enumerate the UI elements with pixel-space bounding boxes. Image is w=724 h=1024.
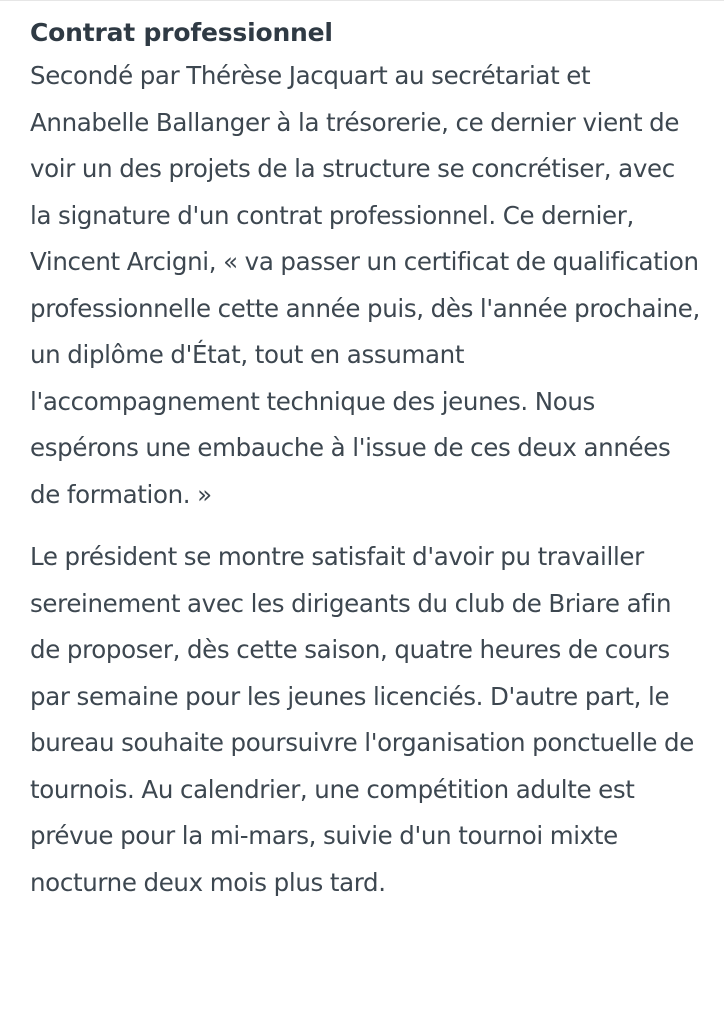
section-heading: Contrat professionnel xyxy=(30,18,333,47)
article-body xyxy=(30,14,700,906)
article-paragraph-1: Secondé par Thérèse Jacquart au secrétariat et Annabelle Ballanger à la trésorerie, ce dernier vient de voir un des projets de la structure se concrétiser, avec la signature d'un contrat professionnel. Ce dernier, Vincent Arcigni, « va passer un certificat de qualification professionnelle cette année puis, dès l'année prochaine, un diplôme d'État, tout en assumant l'accompagnement technique des jeunes. Nous espérons une embauche à l'issue de ces deux années de formation. » xyxy=(30,61,700,509)
article-paragraph-2: Le président se montre satisfait d'avoir pu travailler sereinement avec les dirigeants du club de Briare afin de proposer, dès cette saison, quatre heures de cours par semaine pour les jeunes licenciés. D'autre part, le bureau souhaite poursuivre l'organisation ponctuelle de tournois. Au calendrier, une compétition adulte est prévue pour la mi-mars, suivie d'un tournoi mixte nocturne deux mois plus tard. xyxy=(30,542,694,897)
top-divider xyxy=(0,0,724,1)
